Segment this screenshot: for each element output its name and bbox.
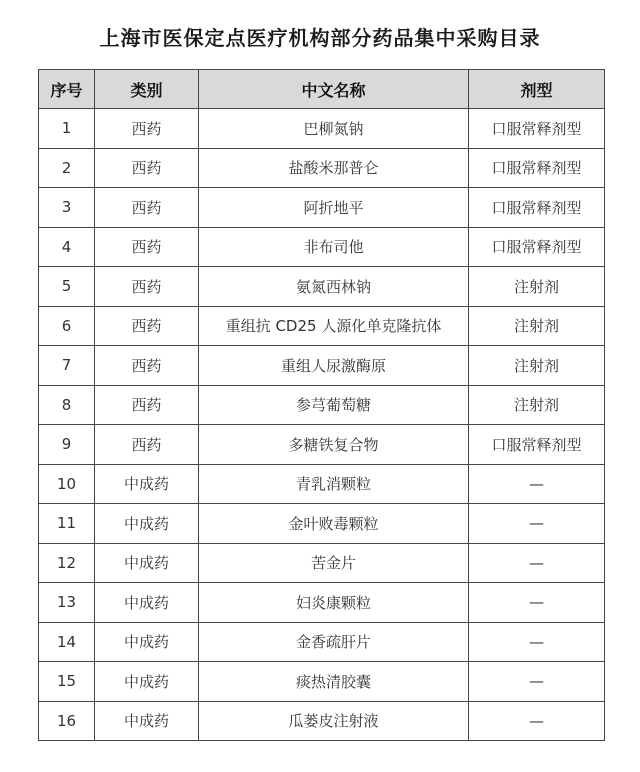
header-chinese-name: 中文名称 [199,70,469,109]
table-row [39,267,605,307]
cell-serial-number: 9 [39,425,95,465]
cell-dosage-form: 注射剂 [469,385,605,425]
cell-chinese-name: 非布司他 [199,227,469,267]
table-row [39,622,605,662]
cell-serial-number: 14 [39,622,95,662]
cell-serial-number: 12 [39,543,95,583]
cell-category: 中成药 [95,504,199,544]
cell-dosage-form: 口服常释剂型 [469,109,605,149]
cell-dosage-form: — [469,622,605,662]
cell-dosage-form: 口服常释剂型 [469,148,605,188]
cell-category: 中成药 [95,583,199,623]
cell-dosage-form: — [469,701,605,741]
cell-category: 西药 [95,109,199,149]
table-row [39,583,605,623]
cell-dosage-form: — [469,662,605,702]
cell-dosage-form: 注射剂 [469,267,605,307]
cell-serial-number: 8 [39,385,95,425]
table-row [39,306,605,346]
header-category: 类别 [95,70,199,109]
cell-chinese-name: 阿折地平 [199,188,469,228]
cell-chinese-name: 多糖铁复合物 [199,425,469,465]
cell-category: 西药 [95,385,199,425]
cell-serial-number: 4 [39,227,95,267]
cell-dosage-form: 口服常释剂型 [469,425,605,465]
table-header-row [39,70,605,109]
table-row [39,701,605,741]
cell-chinese-name: 痰热清胶囊 [199,662,469,702]
table-row [39,543,605,583]
cell-chinese-name: 氨氮西林钠 [199,267,469,307]
cell-chinese-name: 苦金片 [199,543,469,583]
header-dosage-form: 剂型 [469,70,605,109]
table-row [39,346,605,386]
cell-chinese-name: 金香疏肝片 [199,622,469,662]
cell-serial-number: 10 [39,464,95,504]
cell-category: 西药 [95,306,199,346]
cell-serial-number: 11 [39,504,95,544]
cell-dosage-form: — [469,504,605,544]
cell-chinese-name: 重组抗 CD25 人源化单克隆抗体 [199,306,469,346]
table-row [39,425,605,465]
cell-category: 中成药 [95,701,199,741]
cell-dosage-form: — [469,583,605,623]
cell-category: 西药 [95,346,199,386]
cell-dosage-form: — [469,543,605,583]
cell-serial-number: 16 [39,701,95,741]
cell-chinese-name: 瓜蒌皮注射液 [199,701,469,741]
table-row [39,504,605,544]
cell-category: 西药 [95,188,199,228]
header-serial-number: 序号 [39,70,95,109]
cell-serial-number: 13 [39,583,95,623]
cell-serial-number: 2 [39,148,95,188]
cell-category: 中成药 [95,622,199,662]
cell-serial-number: 5 [39,267,95,307]
cell-serial-number: 15 [39,662,95,702]
cell-chinese-name: 参芎葡萄糖 [199,385,469,425]
cell-chinese-name: 盐酸米那普仑 [199,148,469,188]
cell-dosage-form: — [469,464,605,504]
cell-category: 中成药 [95,543,199,583]
cell-dosage-form: 口服常释剂型 [469,188,605,228]
cell-category: 西药 [95,425,199,465]
cell-chinese-name: 金叶败毒颗粒 [199,504,469,544]
cell-dosage-form: 注射剂 [469,346,605,386]
table-row [39,148,605,188]
cell-serial-number: 7 [39,346,95,386]
cell-serial-number: 6 [39,306,95,346]
document-title: 上海市医保定点医疗机构部分药品集中采购目录 [99,26,541,50]
cell-dosage-form: 注射剂 [469,306,605,346]
cell-category: 西药 [95,148,199,188]
table-row [39,109,605,149]
table-row [39,464,605,504]
table-body [39,109,605,741]
cell-chinese-name: 重组人尿激酶原 [199,346,469,386]
cell-serial-number: 3 [39,188,95,228]
table-row [39,188,605,228]
cell-dosage-form: 口服常释剂型 [469,227,605,267]
cell-category: 中成药 [95,464,199,504]
drug-catalog-table [38,69,605,741]
cell-category: 中成药 [95,662,199,702]
table-row [39,385,605,425]
cell-chinese-name: 青乳消颗粒 [199,464,469,504]
cell-category: 西药 [95,267,199,307]
cell-serial-number: 1 [39,109,95,149]
cell-chinese-name: 巴柳氮钠 [199,109,469,149]
table-row [39,227,605,267]
cell-chinese-name: 妇炎康颗粒 [199,583,469,623]
cell-category: 西药 [95,227,199,267]
table-row [39,662,605,702]
